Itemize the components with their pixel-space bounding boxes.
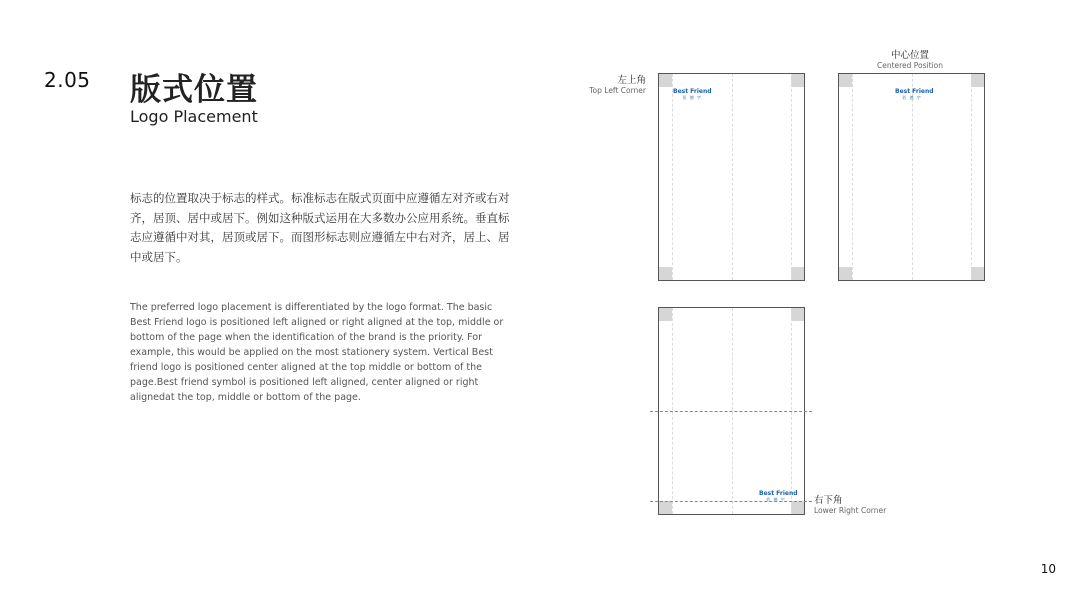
corner-marker [659,267,672,280]
logo-text-cn: 佰 德 宇 [766,497,786,502]
description-cn: 标志的位置取决于标志的样式。标准标志在版式页面中应遵循左对齐或右对齐，居顶、居中或居下。例如这种版式运用在大多数办公应用系统。垂直标志应遵循中对其，居顶或居下。而图形标志则应遵循左中右对齐，居上、居中或居下。 [130,191,510,264]
description-en: The preferred logo placement is differentiated by the logo format. The basic Best Friend logo is positioned left aligned or right aligned at the top, middle or bottom of the page when the identification of the brand is the priority. For example, this would be applied on the most stationery system. Vertical Best friend logo is positioned center aligned at the top middle or bottom of the page.Best friend symbol is positioned left aligned, center aligned or right alignedat the top, middle or bottom of the page. [130,302,504,403]
corner-marker [971,74,984,87]
label-lower-right [814,492,886,515]
corner-marker [659,308,672,321]
label-top-left-cn: 左上角 [617,75,646,86]
guide-line [791,74,792,280]
logo-text-en: Best Friend [759,490,798,497]
guide-line [912,74,913,280]
corner-marker [791,501,804,514]
page-example-center [838,73,985,281]
label-top-left-en: Top Left Corner [589,86,646,95]
page-number: 10 [1040,562,1056,576]
logo-text-en: Best Friend [673,88,712,95]
page-title-en: Logo Placement [130,107,258,126]
guide-line [732,74,733,280]
corner-marker [839,267,852,280]
section-number: 2.05 [44,68,91,92]
label-center [860,47,960,70]
guide-line [672,74,673,280]
logo-text-en: Best Friend [895,88,934,95]
corner-marker [791,74,804,87]
brand-logo [673,88,712,100]
corner-marker [659,501,672,514]
corner-marker [791,308,804,321]
label-center-en: Centered Position [876,61,944,70]
guide-line [971,74,972,280]
center-guide-line [650,411,812,412]
label-lower-right-en: Lower Right Corner [814,506,887,515]
guide-line [852,74,853,280]
label-center-cn: 中心位置 [890,50,929,61]
logo-text-cn: 佰 德 宇 [902,95,922,100]
page-example-top-left [658,73,805,281]
page-title-cn: 版式位置 [130,72,258,108]
corner-marker [839,74,852,87]
corner-marker [659,74,672,87]
bottom-guide-line [650,501,812,502]
brand-logo [895,88,934,100]
label-top-left [560,72,646,95]
corner-marker [971,267,984,280]
corner-marker [791,267,804,280]
label-lower-right-cn: 右下角 [814,495,843,506]
logo-text-cn: 佰 德 宇 [682,95,703,100]
